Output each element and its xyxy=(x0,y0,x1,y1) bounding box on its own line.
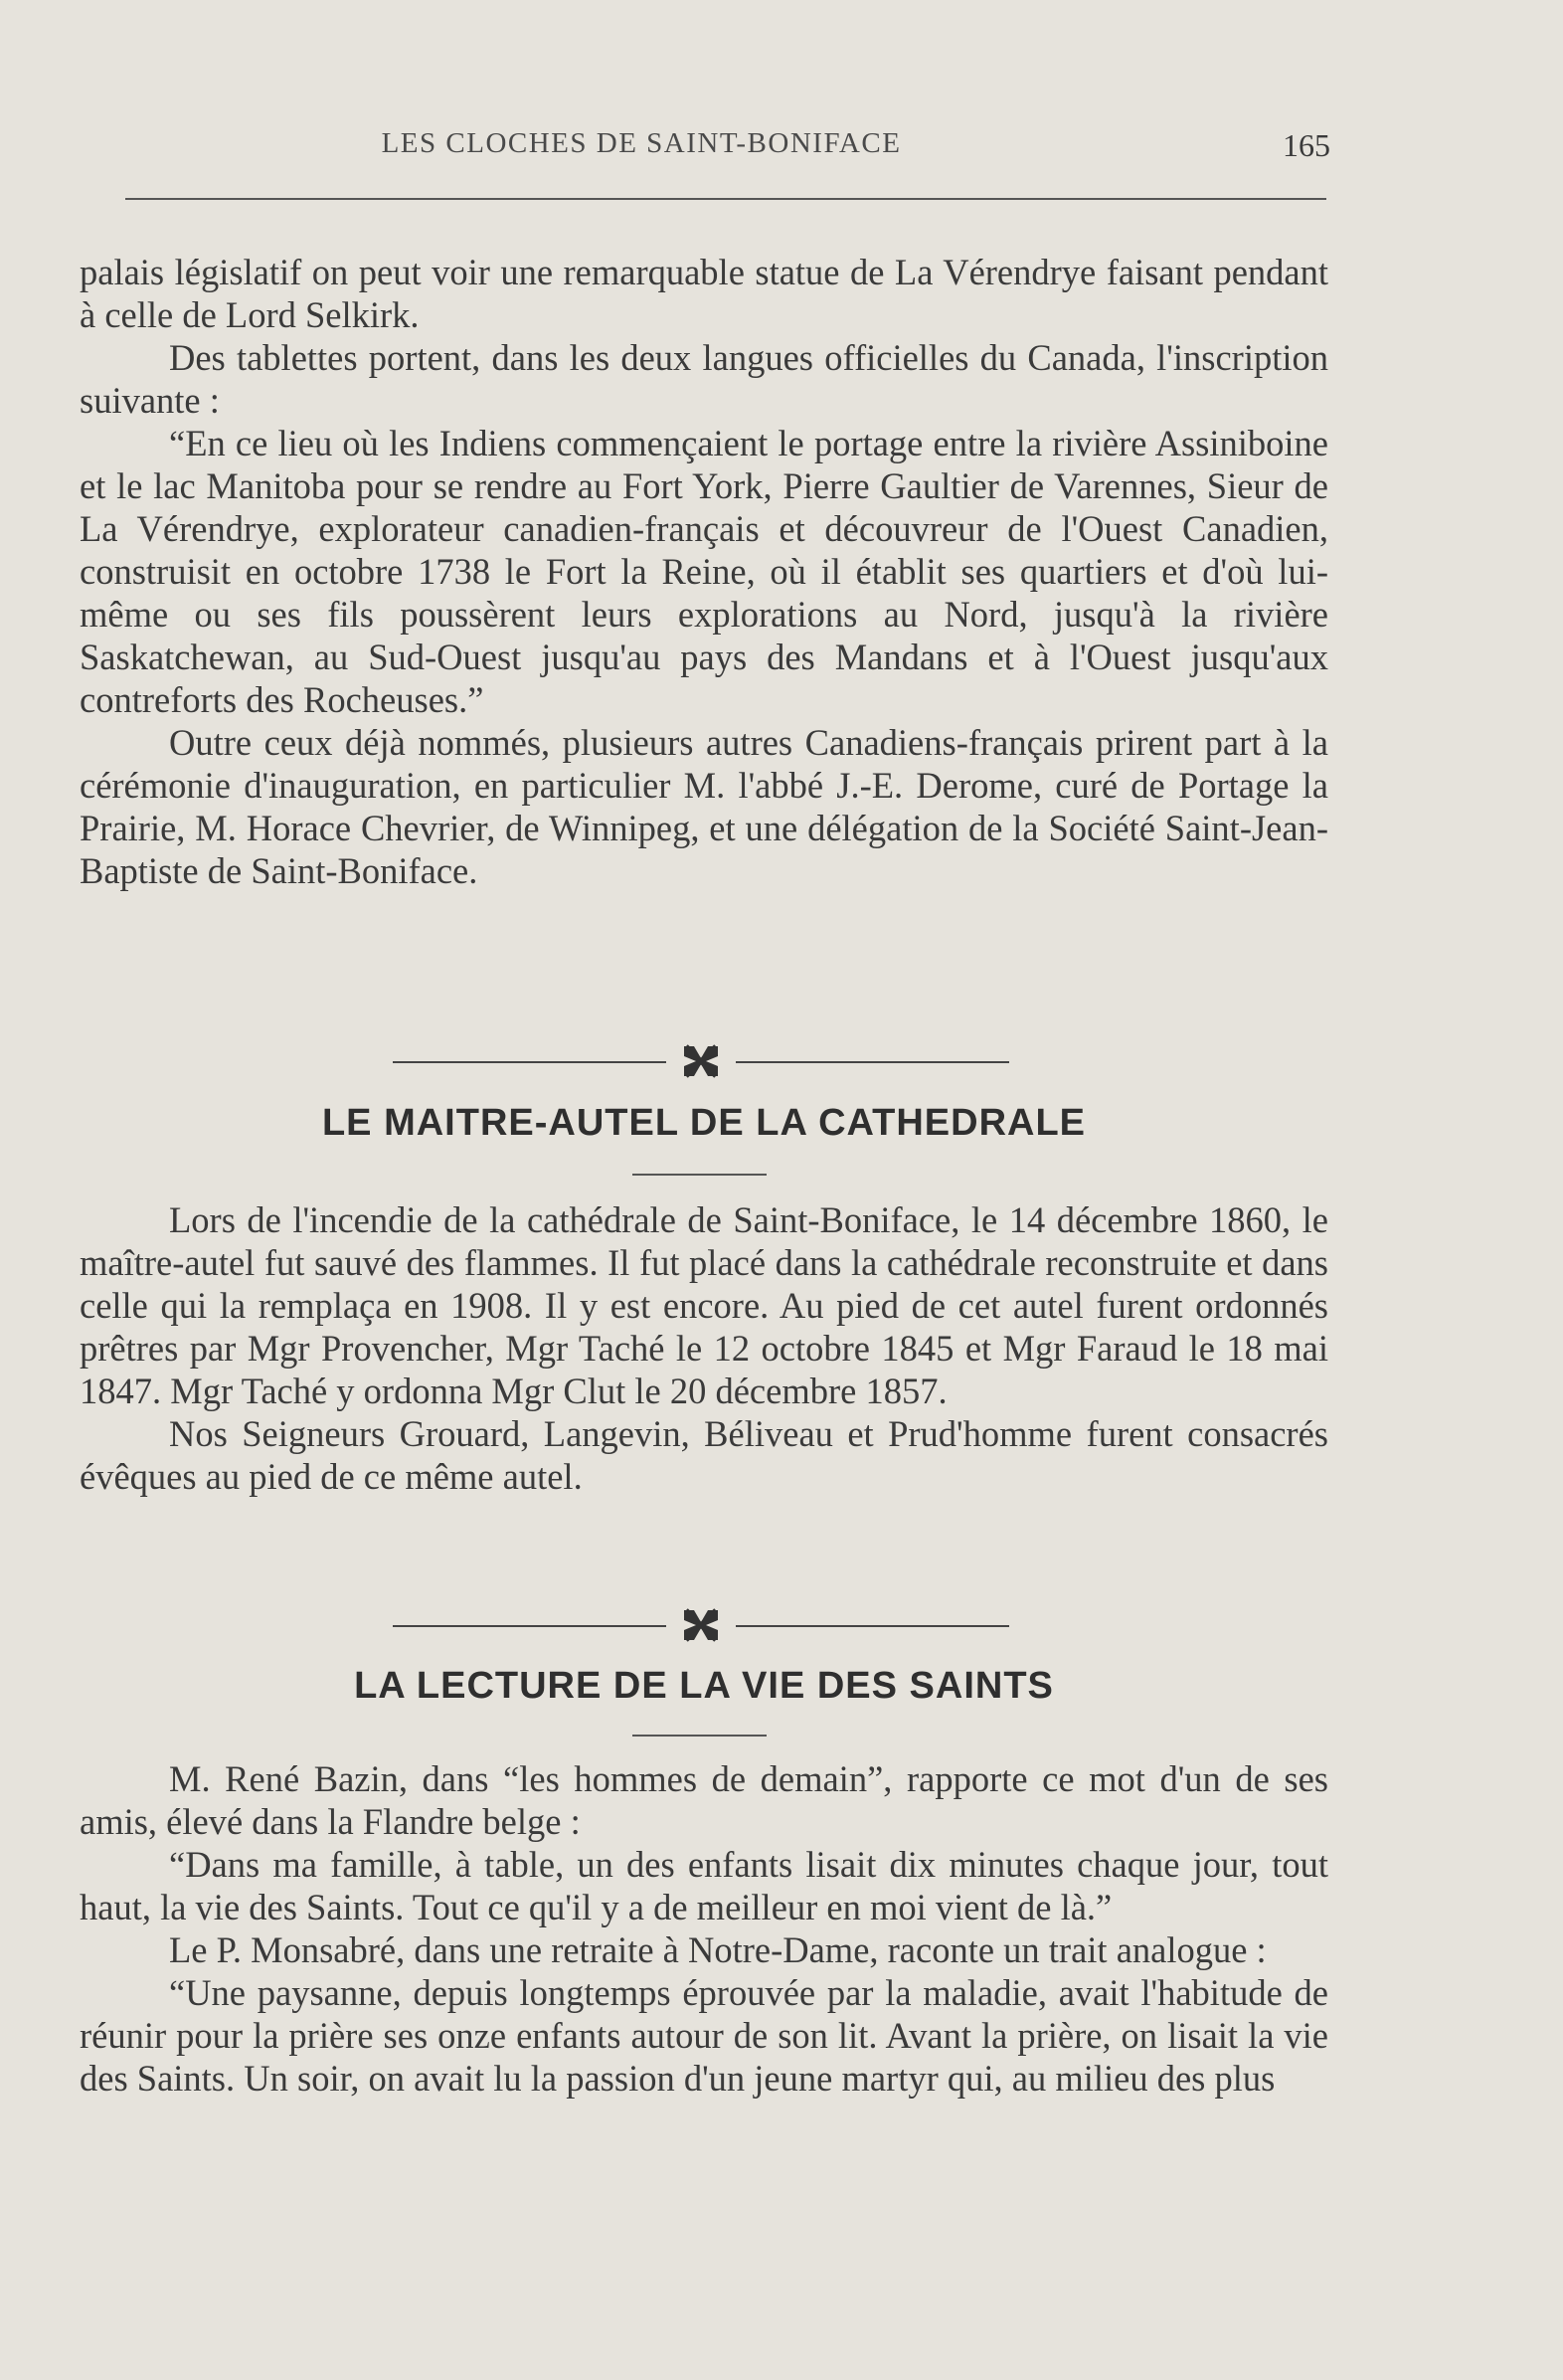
section-separator xyxy=(393,1605,1009,1645)
section-title: LA LECTURE DE LA VIE DES SAINTS xyxy=(354,1665,1054,1707)
inscription-quote: “En ce lieu où les Indiens commençaient le portage entre la rivière Assiniboine et le lac Manitoba pour se rendre au Fort York, Pierre Gaultier de Varennes, Sieur de La Vérendrye, explorateur canadien-français et découvreur de l'Ouest Canadien, construisit en octobre 1738 le Fort la Reine, où il établit ses quartiers et d'où lui-même ou ses fils poussèrent leurs explorations au Nord, jusqu'à la rivière Saskatchewan, au Sud-Ouest jusqu'au pays des Mandans et à l'Ouest jusqu'aux contreforts des Rocheuses.” xyxy=(80,423,1328,720)
separator-line-right xyxy=(736,1061,1009,1063)
running-title: LES CLOCHES DE SAINT-BONIFACE xyxy=(381,127,902,159)
maitre-autel-text xyxy=(80,1198,1328,1498)
paragraph: Nos Seigneurs Grouard, Langevin, Béliveau et Prud'homme furent consacrés évêques au pied de ce même autel. xyxy=(80,1413,1328,1497)
cross-pattee-icon xyxy=(682,1044,720,1078)
title-underline xyxy=(632,1735,767,1737)
separator-line-left xyxy=(393,1061,666,1063)
separator-line-left xyxy=(393,1625,666,1627)
quote: “Une paysanne, depuis longtemps éprouvée par la maladie, avait l'habitude de réunir pour la prière ses onze enfants autour de son lit. Avant la prière, on lisait la vie des Saints. Un soir, on avait lu la passion d'un jeune martyr qui, au milieu des plus xyxy=(80,1972,1328,2099)
separator-line-right xyxy=(736,1625,1009,1627)
header-rule xyxy=(125,198,1326,200)
cross-pattee-icon xyxy=(682,1608,720,1642)
page-number: 165 xyxy=(1283,127,1330,163)
lecture-text xyxy=(80,1757,1328,2100)
intro-text xyxy=(80,251,1328,892)
section-separator xyxy=(393,1041,1009,1081)
title-underline xyxy=(632,1174,767,1176)
paragraph: M. René Bazin, dans “les hommes de demain”, rapporte ce mot d'un de ses amis, élevé dans la Flandre belge : xyxy=(80,1758,1328,1842)
section-title: LE MAITRE-AUTEL DE LA CATHEDRALE xyxy=(321,1102,1087,1144)
paragraph: Des tablettes portent, dans les deux langues officielles du Canada, l'inscription suivante : xyxy=(80,337,1328,421)
paragraph: palais législatif on peut voir une remarquable statue de La Vérendrye faisant pendant à celle de Lord Selkirk. xyxy=(80,252,1328,335)
paragraph: Lors de l'incendie de la cathédrale de Saint-Boniface, le 14 décembre 1860, le maître-autel fut sauvé des flammes. Il fut placé dans la cathédrale reconstruite et dans celle qui la remplaça en 1908. Il y est encore. Au pied de cet autel furent ordonnés prêtres par Mgr Provencher, Mgr Taché le 12 octobre 1845 et Mgr Faraud le 18 mai 1847. Mgr Taché y ordonna Mgr Clut le 20 décembre 1857. xyxy=(80,1199,1328,1411)
quote: “Dans ma famille, à table, un des enfants lisait dix minutes chaque jour, tout haut, la vie des Saints. Tout ce qu'il y a de meilleur en moi vient de là.” xyxy=(80,1844,1328,1927)
paragraph: Outre ceux déjà nommés, plusieurs autres Canadiens-français prirent part à la cérémonie d'inauguration, en particulier M. l'abbé J.-E. Derome, curé de Portage la Prairie, M. Horace Chevrier, de Winnipeg, et une délégation de la Société Saint-Jean-Baptiste de Saint-Boniface. xyxy=(80,722,1328,891)
running-head xyxy=(80,127,1330,167)
paragraph: Le P. Monsabré, dans une retraite à Notre-Dame, raconte un trait analogue : xyxy=(169,1929,1267,1970)
